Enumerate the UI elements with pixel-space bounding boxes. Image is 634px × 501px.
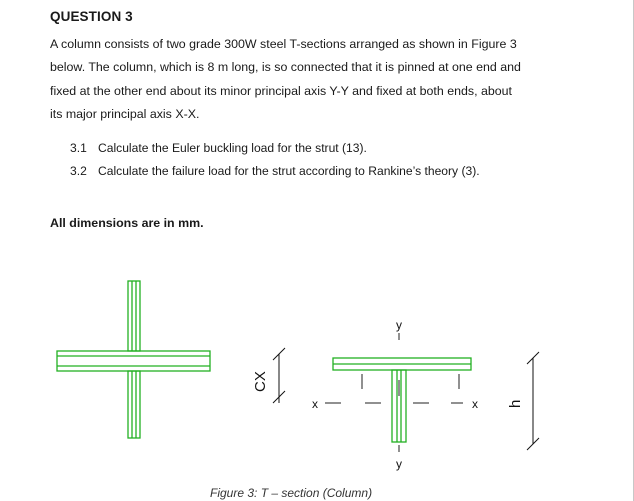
paragraph-line: below. The column, which is 8 m long, is so connected that it is pinned at one end and [50,60,521,75]
item-number: 3.1 [70,141,87,155]
cx-dimension [273,348,285,403]
lower-web [128,371,140,438]
item-text: Calculate the Euler buckling load for the strut (13). [98,141,367,155]
single-t-section [333,358,471,442]
x-axis-label-left: x [312,397,318,411]
figure-caption: Figure 3: T – section (Column) [210,486,373,500]
item-text: Calculate the failure load for the strut according to Rankine’s theory (3). [98,164,480,178]
flange-outline [57,351,210,371]
question-heading: QUESTION 3 [50,9,133,24]
cross-section-diagram [57,281,210,438]
paragraph-line: fixed at the other end about its minor principal axis Y-Y and fixed at both ends, about [50,83,512,98]
h-label: h [507,399,524,408]
y-axis-label-bottom: y [396,457,402,471]
paragraph-line: A column consists of two grade 300W steel T-sections arranged as shown in Figure 3 [50,37,517,51]
x-axis-label-right: x [472,397,478,411]
dimensions-note: All dimensions are in mm. [50,216,204,230]
upper-web [128,281,140,351]
y-axis-label-top: y [396,318,402,332]
cx-label: CX [252,371,269,392]
h-dimension [527,352,539,450]
paragraph-line: its major principal axis X-X. [50,106,200,121]
principal-axes [325,333,463,452]
item-number: 3.2 [70,164,87,178]
